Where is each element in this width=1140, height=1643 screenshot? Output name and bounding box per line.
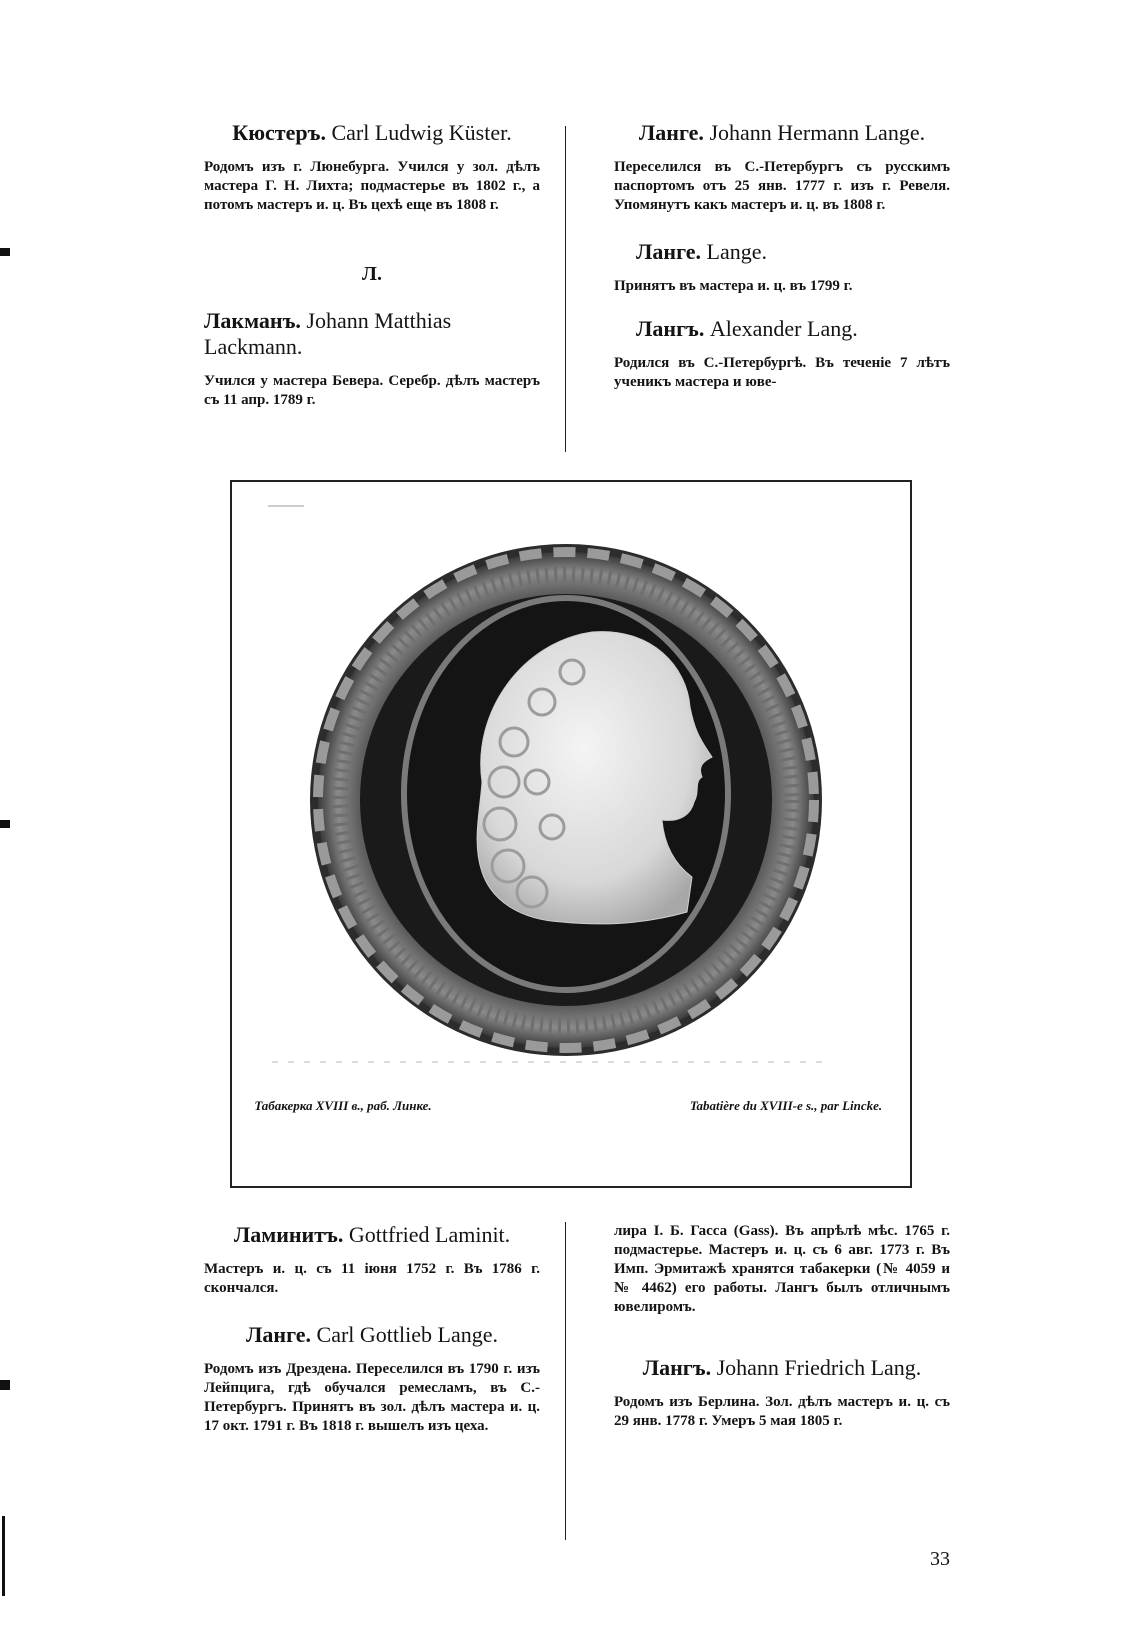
margin-mark xyxy=(0,1380,10,1390)
illustration-plate xyxy=(230,480,912,1188)
snuffbox-portrait-image xyxy=(232,482,910,1186)
entry-heading: Ланге. Lange. xyxy=(636,239,768,264)
caption-french: Tabatière du XVIII-e s., par Lincke. xyxy=(689,1098,883,1113)
entry-heading: Ланге. Carl Gottlieb Lange. xyxy=(246,1322,498,1347)
caption-russian: Табакерка XVIII в., раб. Линке. xyxy=(254,1098,432,1113)
entry-heading: Лангъ. Alexander Lang. xyxy=(636,316,858,341)
entry-text: Родомъ изъ Дрездена. Переселился въ 1790 г. изъ Лейпцига, гдѣ обучался ремесламъ, въ С.-Петербургъ. Принятъ въ зол. дѣлъ мастера и. ц. 17 окт. 1791 г. Въ 1818 г. вышелъ изъ цеха. xyxy=(204,1361,540,1434)
entry-text: Переселился въ С.-Петербургъ съ русскимъ паспортомъ отъ 25 янв. 1777 г. изъ г. Ревеля. Упомянутъ какъ мастеръ и. ц. въ 1808 г. xyxy=(614,159,950,213)
entry-heading: Кюстеръ. Carl Ludwig Küster. xyxy=(232,120,512,145)
entry-heading: Лангъ. Johann Friedrich Lang. xyxy=(642,1355,922,1380)
entry-text: Родился въ С.-Петербургѣ. Въ теченіе 7 лѣтъ ученикъ мастера и юве- xyxy=(614,355,950,390)
entry-heading: Ламинитъ. Gottfried Laminit. xyxy=(233,1222,511,1247)
page-number: 33 xyxy=(930,1548,950,1570)
margin-mark xyxy=(0,820,10,828)
entry-heading: Ланге. Johann Hermann Lange. xyxy=(638,120,926,145)
column-divider-bottom xyxy=(565,1222,566,1540)
entry-text: Родомъ изъ г. Люнебурга. Учился у зол. дѣлъ мастера Г. Н. Лихта; подмастерье въ 1802 г., а потомъ мастеръ и. ц. Въ цехѣ еще въ 1808 г. xyxy=(204,159,540,213)
column-bottom-right xyxy=(614,1222,950,1431)
entry-heading: Лакманъ. Johann Matthias Lackmann. xyxy=(204,308,452,359)
entry-text-continued: лира I. Б. Гасса (Gass). Въ апрѣлѣ мѣс. 1765 г. подмастерье. Мастеръ и. ц. съ 6 авг. 1773 г. Въ Имп. Эрмитажѣ хранятся табакерки (№ 4059 и № 4462) его работы. Лангъ былъ отличнымъ ювелиромъ. xyxy=(614,1223,950,1315)
entry-text: Мастеръ и. ц. съ 11 іюня 1752 г. Въ 1786 г. скончался. xyxy=(204,1261,540,1296)
margin-mark xyxy=(0,248,10,256)
entry-text: Учился у мастера Бевера. Серебр. дѣлъ мастеръ съ 11 апр. 1789 г. xyxy=(204,373,540,408)
entry-text: Принятъ въ мастера и. ц. въ 1799 г. xyxy=(614,278,853,294)
entry-text: Родомъ изъ Берлина. Зол. дѣлъ мастеръ и. ц. съ 29 янв. 1778 г. Умеръ 5 мая 1805 г. xyxy=(614,1394,950,1429)
column-divider-top xyxy=(565,126,566,452)
column-top-right xyxy=(614,120,950,392)
column-bottom-left xyxy=(204,1222,540,1436)
section-letter: Л. xyxy=(362,263,382,285)
column-top-left xyxy=(204,120,540,410)
margin-mark xyxy=(2,1516,5,1596)
